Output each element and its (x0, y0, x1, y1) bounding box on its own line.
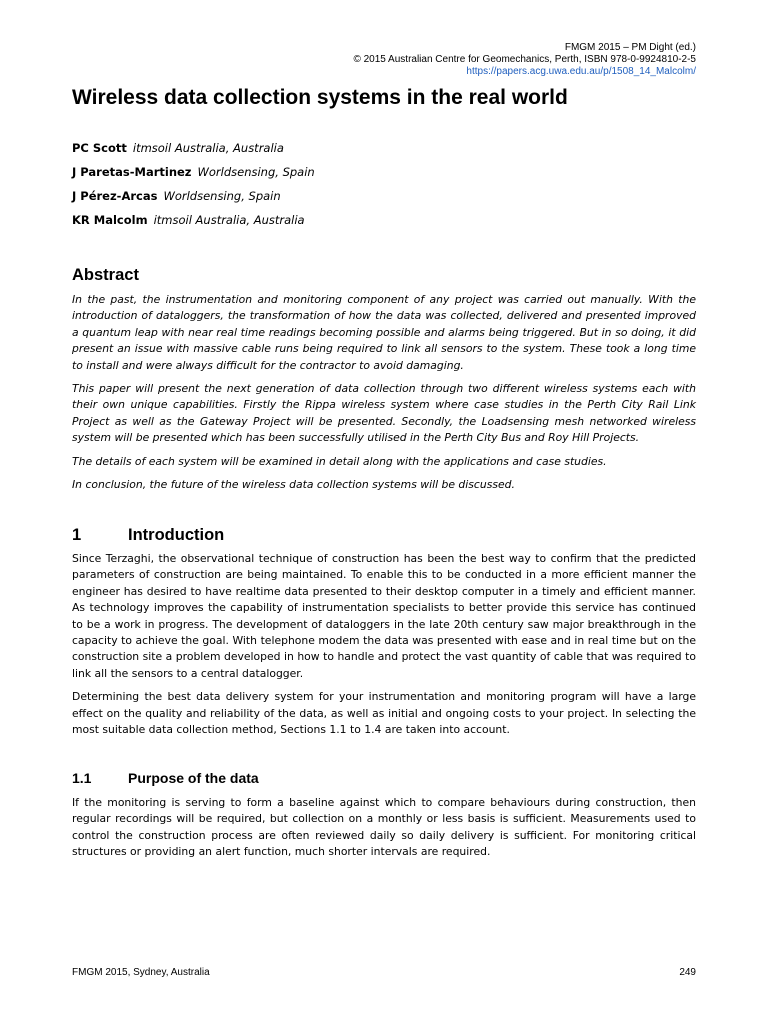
author-affiliation: itmsoil Australia, Australia (153, 213, 305, 227)
paper-title: Wireless data collection systems in the real world (72, 86, 568, 109)
header-link[interactable]: https://papers.acg.uwa.edu.au/p/1508_14_Malcolm/ (466, 66, 696, 77)
author-name: KR Malcolm (72, 213, 148, 227)
subsection-heading-purpose (72, 768, 696, 788)
author-affiliation: itmsoil Australia, Australia (132, 141, 284, 155)
section-heading-introduction (72, 524, 696, 546)
body-paragraph: Determining the best data delivery system for your instrumentation and monitoring program will have a large effect on the quality and reliability of the data, as well as initial and ongoing costs to your project. In selecting the most suitable data collection method, Sections 1.1 to 1.4 are taken into account. (72, 690, 696, 737)
section-title: Introduction (128, 526, 225, 544)
author-line (72, 136, 696, 160)
abstract-paragraph: In conclusion, the future of the wireless data collection systems will be discussed. (72, 478, 515, 492)
subsection-title: Purpose of the data (128, 770, 259, 786)
running-header (353, 42, 696, 78)
author-name: J Paretas-Martinez (72, 165, 192, 179)
author-line (72, 184, 696, 208)
footer-conference: FMGM 2015, Sydney, Australia (72, 967, 210, 978)
abstract-paragraph: The details of each system will be examined in detail along with the applications and case studies. (72, 454, 607, 468)
abstract-paragraph: This paper will present the next generation of data collection through two different wireless systems each with their own unique capabilities. Firstly the Rippa wireless system where case studies in the Perth City Rail Link Project as well as the Gateway Project will be presented. Secondly, the Loadsensing mesh networked wireless system will be presented which has been successfully utilised in the Perth City Bus and Roy Hill Projects. (72, 382, 696, 445)
author-line (72, 208, 696, 232)
section-number: 1 (72, 526, 82, 544)
author-affiliation: Worldsensing, Spain (163, 189, 281, 203)
author-list (72, 136, 696, 232)
abstract-heading: Abstract (72, 266, 139, 284)
page-number: 249 (679, 967, 696, 978)
body-paragraph: If the monitoring is serving to form a baseline against which to compare behaviours during construction, then regular recordings will be required, but collection on a monthly or less basis is sufficient. Measurements used to control the construction process are often reviewed daily so daily delivery is sufficient. For monitoring critical structures or providing an alert function, much shorter intervals are required. (72, 796, 696, 859)
abstract-paragraph: In the past, the instrumentation and monitoring component of any project was carried out manually. With the introduction of dataloggers, the transformation of how the data was collected, delivered and presented improved a quantum leap with near real time readings becoming possible and alarms being triggered. But in so doing, it did present an issue with massive cable runs being required to link all sensors to the system. These took a long time to install and were always difficult for the contractor to avoid damaging. (72, 293, 696, 372)
author-line (72, 160, 696, 184)
subsection-number: 1.1 (72, 770, 92, 786)
author-name: PC Scott (72, 141, 127, 155)
abstract-body (72, 292, 696, 500)
header-copyright: © 2015 Australian Centre for Geomechanics, Perth, ISBN 978-0-9924810-2-5 (353, 54, 696, 65)
introduction-body (72, 551, 696, 745)
body-paragraph: Since Terzaghi, the observational technique of construction has been the best way to confirm that the predicted parameters of construction are being maintained. To enable this to be conducted in a more efficient manner the engineer has desired to have realtime data presented to their desktop computer in a timely and efficient manner. As technology improves the capability of instrumentation specialists to better provide this service has continued to be a work in progress. The development of dataloggers in the late 20th century saw major breakthrough in the capacity to achieve the goal. With telephone modem the data was presented with ease and in real time but on the construction site a problem developed in how to handle and protect the vast quantity of cable that was required to link all the sensors to a central datalogger. (72, 552, 696, 680)
purpose-body (72, 795, 696, 861)
header-conference: FMGM 2015 – PM Dight (ed.) (564, 42, 696, 53)
author-name: J Pérez-Arcas (72, 189, 158, 203)
author-affiliation: Worldsensing, Spain (197, 165, 315, 179)
